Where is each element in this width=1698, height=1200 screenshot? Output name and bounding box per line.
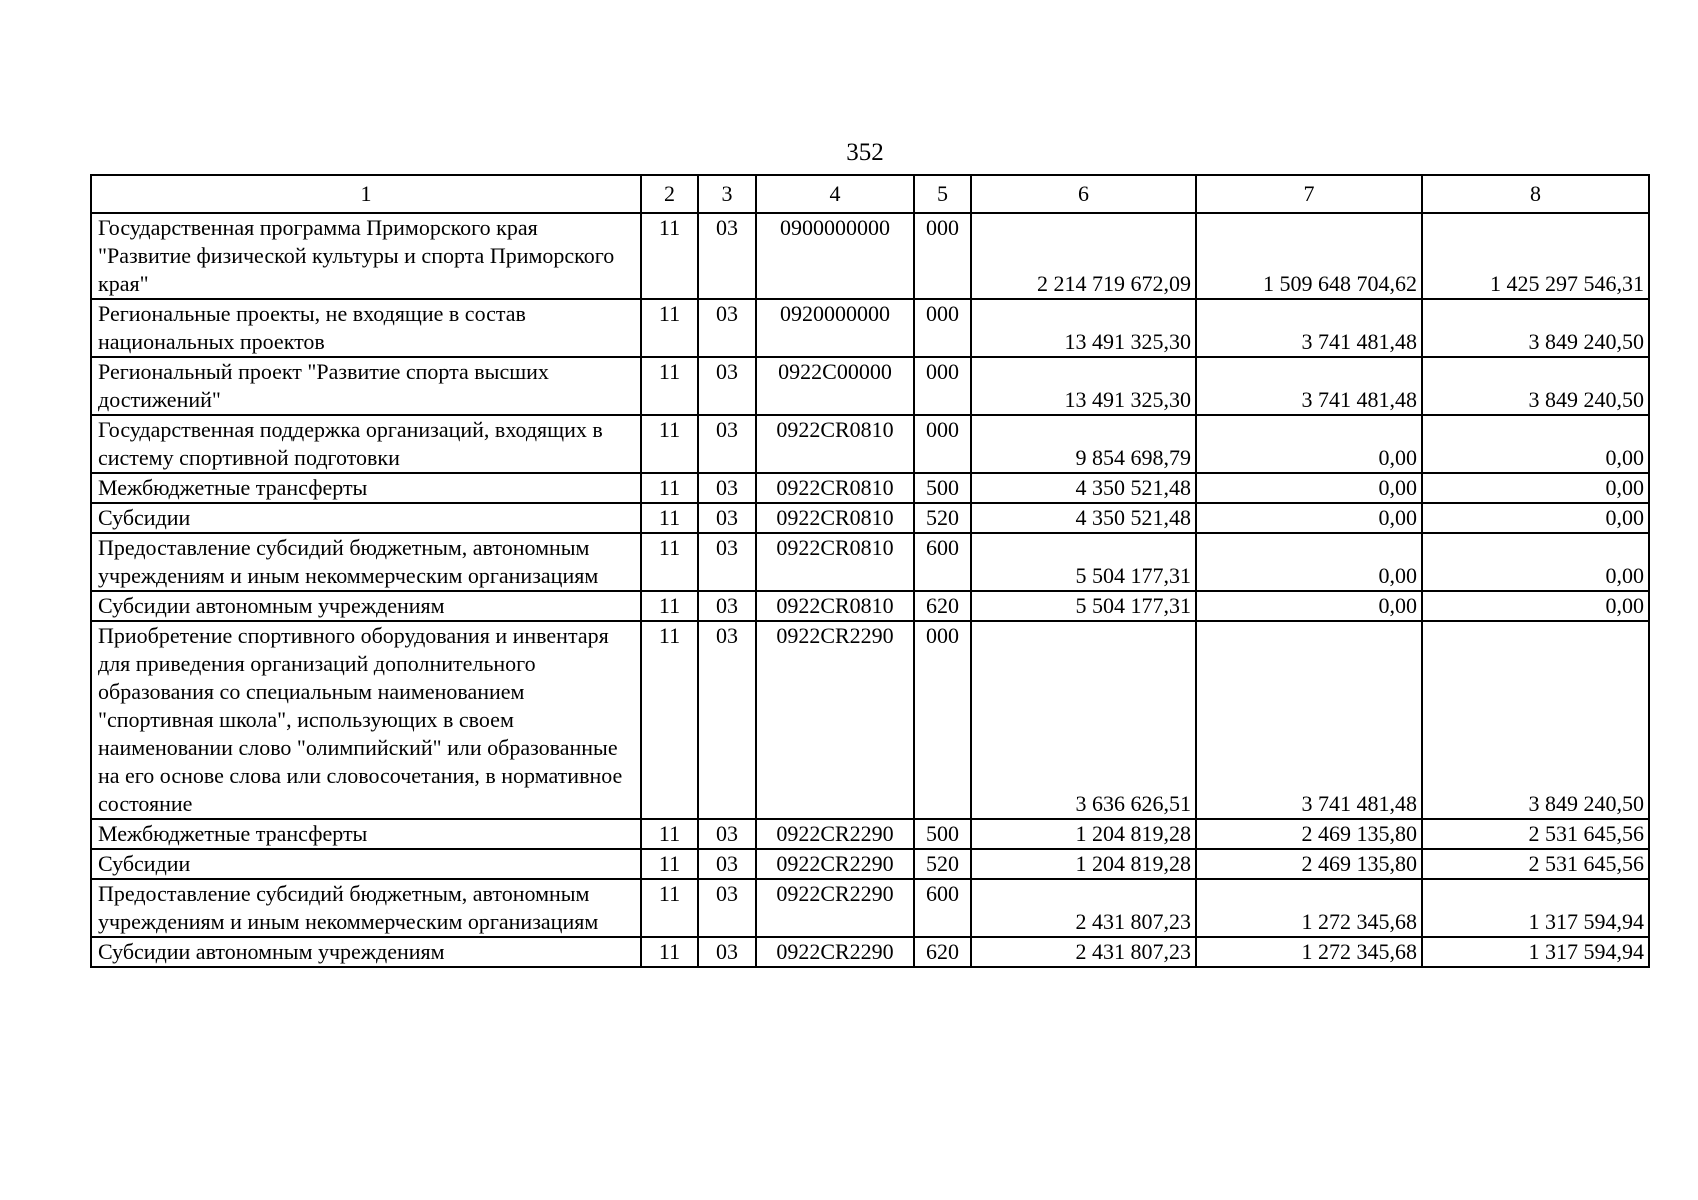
subsection-code-cell: 03: [698, 299, 756, 357]
table-row: [91, 937, 1649, 967]
subsection-code-cell: 03: [698, 415, 756, 473]
amount-year3-cell: 3 849 240,50: [1422, 621, 1649, 819]
subsection-code-cell: 03: [698, 819, 756, 849]
table-row: [91, 415, 1649, 473]
subsection-code-cell: 03: [698, 849, 756, 879]
table-row: [91, 879, 1649, 937]
amount-year2-cell: 0,00: [1196, 591, 1422, 621]
amount-year3-cell: 0,00: [1422, 533, 1649, 591]
subsection-code-cell: 03: [698, 937, 756, 967]
budget-table: [90, 174, 1650, 968]
table-row: [91, 299, 1649, 357]
column-header: 5: [914, 175, 971, 213]
amount-year1-cell: 13 491 325,30: [971, 357, 1196, 415]
expense-type-cell: 520: [914, 849, 971, 879]
table-body: [91, 175, 1649, 967]
amount-year3-cell: 2 531 645,56: [1422, 819, 1649, 849]
section-code-cell: 11: [641, 621, 698, 819]
target-article-cell: 0922CR2290: [756, 937, 914, 967]
target-article-cell: 0922CR0810: [756, 503, 914, 533]
column-header: 7: [1196, 175, 1422, 213]
amount-year3-cell: 1 317 594,94: [1422, 937, 1649, 967]
amount-year2-cell: 1 272 345,68: [1196, 879, 1422, 937]
amount-year3-cell: 0,00: [1422, 473, 1649, 503]
amount-year3-cell: 0,00: [1422, 503, 1649, 533]
target-article-cell: 0922CR2290: [756, 849, 914, 879]
amount-year1-cell: 5 504 177,31: [971, 533, 1196, 591]
subsection-code-cell: 03: [698, 621, 756, 819]
target-article-cell: 0922CR2290: [756, 879, 914, 937]
amount-year1-cell: 1 204 819,28: [971, 819, 1196, 849]
expense-type-cell: 000: [914, 621, 971, 819]
table-row: [91, 591, 1649, 621]
row-name-cell: Государственная поддержка организаций, входящих в систему спортивной подготовки: [91, 415, 641, 473]
row-name-cell: Государственная программа Приморского края "Развитие физической культуры и спорта Приморского края": [91, 213, 641, 299]
amount-year2-cell: 0,00: [1196, 415, 1422, 473]
amount-year1-cell: 2 431 807,23: [971, 879, 1196, 937]
subsection-code-cell: 03: [698, 879, 756, 937]
section-code-cell: 11: [641, 299, 698, 357]
table-row: [91, 621, 1649, 819]
target-article-cell: 0922C00000: [756, 357, 914, 415]
expense-type-cell: 000: [914, 357, 971, 415]
target-article-cell: 0900000000: [756, 213, 914, 299]
column-header: 3: [698, 175, 756, 213]
target-article-cell: 0922CR0810: [756, 415, 914, 473]
target-article-cell: 0922CR0810: [756, 473, 914, 503]
expense-type-cell: 600: [914, 879, 971, 937]
amount-year1-cell: 4 350 521,48: [971, 473, 1196, 503]
subsection-code-cell: 03: [698, 473, 756, 503]
amount-year2-cell: 1 509 648 704,62: [1196, 213, 1422, 299]
expense-type-cell: 000: [914, 299, 971, 357]
table-row: [91, 473, 1649, 503]
column-header: 2: [641, 175, 698, 213]
amount-year2-cell: 0,00: [1196, 473, 1422, 503]
amount-year3-cell: 3 849 240,50: [1422, 299, 1649, 357]
table-row: [91, 533, 1649, 591]
amount-year3-cell: 2 531 645,56: [1422, 849, 1649, 879]
table-row: [91, 357, 1649, 415]
expense-type-cell: 520: [914, 503, 971, 533]
subsection-code-cell: 03: [698, 591, 756, 621]
amount-year3-cell: 1 317 594,94: [1422, 879, 1649, 937]
table-row: [91, 213, 1649, 299]
amount-year1-cell: 2 431 807,23: [971, 937, 1196, 967]
section-code-cell: 11: [641, 819, 698, 849]
row-name-cell: Приобретение спортивного оборудования и инвентаря для приведения организаций дополнительного образования со специальным наименованием "спортивная школа", использующих в своем наименовании слово "олимпийский" или образованные на его основе слова или словосочетания, в нормативное состояние: [91, 621, 641, 819]
section-code-cell: 11: [641, 473, 698, 503]
amount-year2-cell: 2 469 135,80: [1196, 849, 1422, 879]
expense-type-cell: 620: [914, 591, 971, 621]
amount-year2-cell: 2 469 135,80: [1196, 819, 1422, 849]
amount-year1-cell: 1 204 819,28: [971, 849, 1196, 879]
amount-year2-cell: 1 272 345,68: [1196, 937, 1422, 967]
amount-year1-cell: 2 214 719 672,09: [971, 213, 1196, 299]
amount-year1-cell: 13 491 325,30: [971, 299, 1196, 357]
table-row: [91, 819, 1649, 849]
table-header-row: [91, 175, 1649, 213]
amount-year1-cell: 3 636 626,51: [971, 621, 1196, 819]
row-name-cell: Предоставление субсидий бюджетным, автономным учреждениям и иным некоммерческим организациям: [91, 879, 641, 937]
row-name-cell: Межбюджетные трансферты: [91, 819, 641, 849]
row-name-cell: Региональные проекты, не входящие в состав национальных проектов: [91, 299, 641, 357]
subsection-code-cell: 03: [698, 533, 756, 591]
row-name-cell: Межбюджетные трансферты: [91, 473, 641, 503]
page-number: 352: [846, 139, 884, 166]
amount-year1-cell: 9 854 698,79: [971, 415, 1196, 473]
expense-type-cell: 620: [914, 937, 971, 967]
section-code-cell: 11: [641, 503, 698, 533]
target-article-cell: 0922CR0810: [756, 591, 914, 621]
section-code-cell: 11: [641, 533, 698, 591]
amount-year2-cell: 3 741 481,48: [1196, 621, 1422, 819]
section-code-cell: 11: [641, 591, 698, 621]
target-article-cell: 0920000000: [756, 299, 914, 357]
row-name-cell: Субсидии: [91, 503, 641, 533]
row-name-cell: Субсидии автономным учреждениям: [91, 937, 641, 967]
row-name-cell: Субсидии: [91, 849, 641, 879]
amount-year2-cell: 3 741 481,48: [1196, 299, 1422, 357]
target-article-cell: 0922CR0810: [756, 533, 914, 591]
amount-year1-cell: 4 350 521,48: [971, 503, 1196, 533]
row-name-cell: Региональный проект "Развитие спорта высших достижений": [91, 357, 641, 415]
table-row: [91, 849, 1649, 879]
expense-type-cell: 600: [914, 533, 971, 591]
amount-year2-cell: 0,00: [1196, 533, 1422, 591]
section-code-cell: 11: [641, 357, 698, 415]
row-name-cell: Субсидии автономным учреждениям: [91, 591, 641, 621]
section-code-cell: 11: [641, 415, 698, 473]
column-header: 4: [756, 175, 914, 213]
amount-year3-cell: 0,00: [1422, 591, 1649, 621]
expense-type-cell: 000: [914, 213, 971, 299]
table-row: [91, 503, 1649, 533]
section-code-cell: 11: [641, 213, 698, 299]
amount-year1-cell: 5 504 177,31: [971, 591, 1196, 621]
section-code-cell: 11: [641, 879, 698, 937]
amount-year3-cell: 1 425 297 546,31: [1422, 213, 1649, 299]
column-header: 6: [971, 175, 1196, 213]
amount-year2-cell: 3 741 481,48: [1196, 357, 1422, 415]
expense-type-cell: 500: [914, 473, 971, 503]
amount-year2-cell: 0,00: [1196, 503, 1422, 533]
column-header: 8: [1422, 175, 1649, 213]
target-article-cell: 0922CR2290: [756, 819, 914, 849]
amount-year3-cell: 3 849 240,50: [1422, 357, 1649, 415]
target-article-cell: 0922CR2290: [756, 621, 914, 819]
expense-type-cell: 500: [914, 819, 971, 849]
row-name-cell: Предоставление субсидий бюджетным, автономным учреждениям и иным некоммерческим организациям: [91, 533, 641, 591]
section-code-cell: 11: [641, 849, 698, 879]
subsection-code-cell: 03: [698, 357, 756, 415]
expense-type-cell: 000: [914, 415, 971, 473]
amount-year3-cell: 0,00: [1422, 415, 1649, 473]
section-code-cell: 11: [641, 937, 698, 967]
subsection-code-cell: 03: [698, 213, 756, 299]
subsection-code-cell: 03: [698, 503, 756, 533]
column-header: 1: [91, 175, 641, 213]
